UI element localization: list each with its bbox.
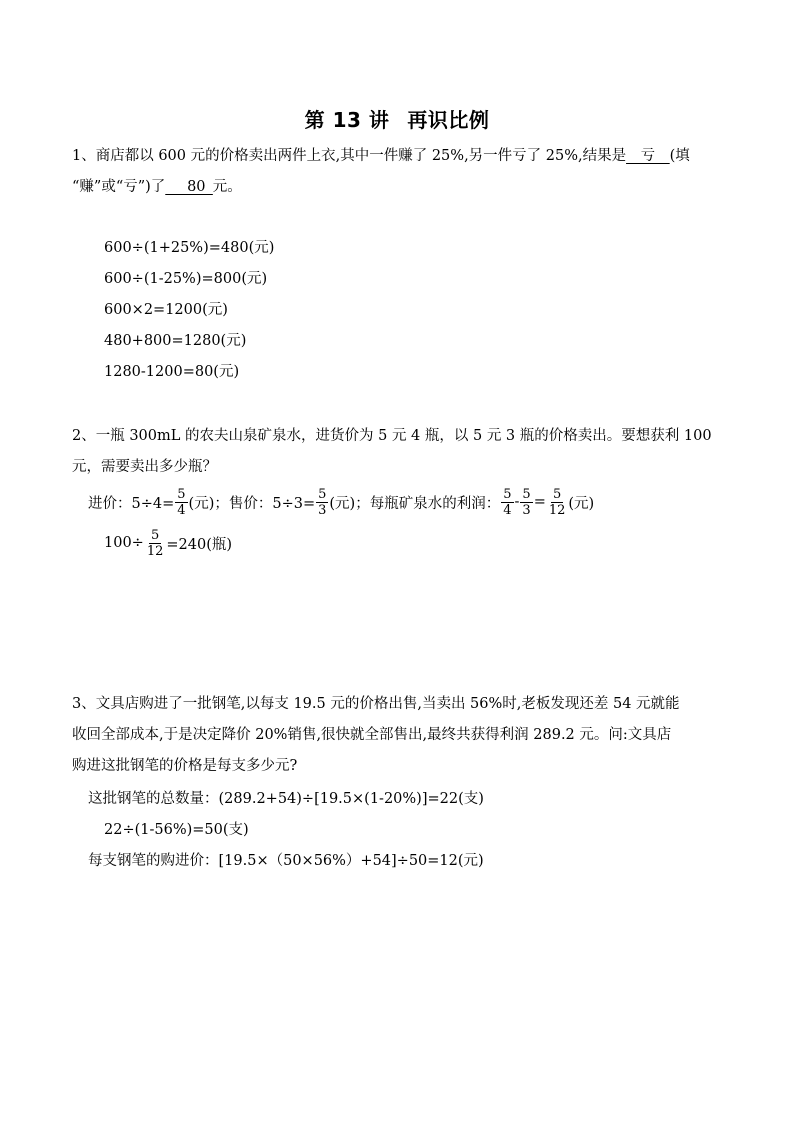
q3-step: 22÷(1-56%)=50(支) [104,822,249,838]
q3-text-line: 收回全部成本,于是决定降价 20%销售,很快就全部售出,最终共获得利润 289.2 元。问:文具店 [72,727,672,743]
q1-step: 600÷(1+25%)=480(元) [104,240,275,256]
q2-text-line-1: 2、一瓶 300mL 的农夫山泉矿泉水，进货价为 5 元 4 瓶，以 5 元 3 瓶的价格卖出。要想获利 100 [72,428,712,444]
q3-text-line: 购进这批钢笔的价格是每支多少元? [72,758,298,774]
q2-solution-line-1: 进价：5÷4= $\frac{5}{4}$ (元)；售价：5÷3= $\frac{5}{3}$ (元)；每瓶矿泉水的利润： $\frac{5}{4}$ - $\frac{5}{3}$ = $\frac{5}{12}$ (元) [88,486,595,518]
fraction: $\frac{5}{4}$ [177,486,186,518]
q2-text-line-2: 元，需要卖出多少瓶？ [72,459,217,475]
q3-step: 这批钢笔的总数量：(289.2+54)÷[19.5×(1-20%)]=22(支) [88,791,484,807]
fraction: $\frac{5}{4}$ [503,486,512,518]
fraction: $\frac{5}{12}$ [146,527,164,559]
q3-step: 每支钢笔的购进价：[19.5×（50×56%）+54]÷50=12(元) [88,853,484,869]
q1-step: 1280-1200=80(元) [104,364,240,380]
fraction: $\frac{5}{3}$ [522,486,531,518]
q1-step: 600÷(1-25%)=800(元) [104,271,268,287]
q1-step: 600×2=1200(元) [104,302,228,318]
q2-solution-line-2: 100÷ $\frac{5}{12}$ =240(瓶) [104,527,233,559]
fraction: $\frac{5}{12}$ [548,486,566,518]
q1-answer-blank-1: __亏__ [626,148,670,164]
q2-purchase-label: 进价：5÷4= [88,495,175,512]
q1-step: 480+800=1280(元) [104,333,247,349]
lecture-topic: 再识比例 [407,108,490,132]
page-title [0,104,794,133]
lecture-number: 第 13 讲 [304,108,390,132]
q1-text-line-1: 1、商店都以 600 元的价格卖出两件上衣,其中一件赚了 25%,另一件亏了 25%,结果是__亏__(填 [72,148,690,164]
fraction: $\frac{5}{3}$ [318,486,327,518]
q1-text-line-2: “赚”或“亏”)了___80_元。 [72,179,242,195]
q3-text-line: 3、文具店购进了一批钢笔,以每支 19.5 元的价格出售,当卖出 56%时,老板发现还差 54 元就能 [72,696,680,712]
q1-answer-blank-2: ___80_ [165,179,213,195]
